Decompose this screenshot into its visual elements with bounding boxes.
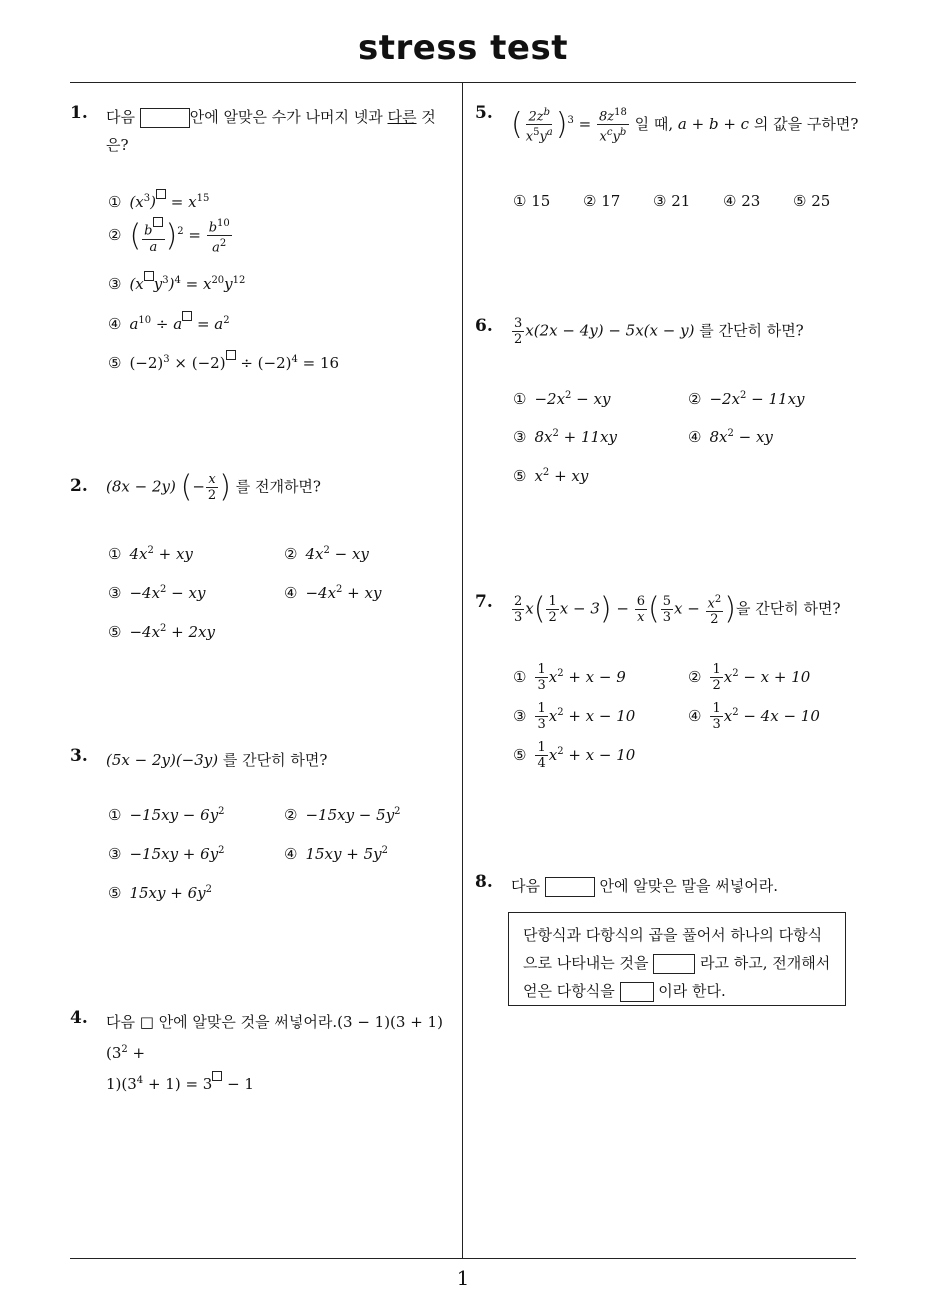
- question-number: 3.: [70, 746, 88, 766]
- option-marker: ④: [688, 428, 702, 446]
- option-2[interactable]: ② 17: [583, 192, 621, 210]
- option-3[interactable]: ③ 21: [653, 192, 691, 210]
- option-marker: ①: [108, 545, 122, 563]
- option-3[interactable]: ③ (x $y^3)^4 = x^{20}y^{12}$: [108, 271, 245, 293]
- question-text-part: 를 간단히 하면?: [699, 321, 804, 340]
- option-4[interactable]: ④ $a^{10} \div a = a^2$: [108, 311, 230, 333]
- option-1[interactable]: ① $-15xy - 6y^2$: [108, 806, 225, 824]
- question-text: $\frac{2}{3}$ x( $\frac{1}{2}$ x − 3) − $\frac{6}{x}$ ( $\frac{5}{3}$ x − $\frac{x^2}{2}$ )을 간단히 하면?: [514, 591, 841, 628]
- question-text: (8x − 2y) (− $\frac{x}{2}$ ) 를 전개하면?: [106, 469, 321, 505]
- option-1[interactable]: ① $4x^2$ + xy: [108, 545, 193, 563]
- answer-blank-box: [620, 982, 654, 1002]
- option-5[interactable]: ⑤ $(-2)^3 \times (-2) \div (-2)^4 = 16$: [108, 350, 339, 372]
- option-marker: ⑤: [108, 623, 122, 641]
- definition-text-part: 이라 한다.: [658, 982, 726, 1000]
- option-marker: ②: [284, 806, 298, 824]
- page-title: stress test: [358, 28, 568, 68]
- option-3[interactable]: ③ $8x^2 + 11xy$: [513, 428, 617, 446]
- option-2[interactable]: ② $-2x^2 - 11xy$: [688, 390, 805, 408]
- question-text-part: 다음: [106, 108, 135, 126]
- question-text-part: 은?: [106, 136, 129, 154]
- column-divider: [462, 83, 463, 1258]
- definition-text-part: 얻은 다항식을: [523, 982, 615, 1000]
- option-marker: ③: [108, 584, 122, 602]
- question-number: 7.: [475, 592, 493, 612]
- question-text: [511, 872, 778, 900]
- top-rule: [70, 82, 856, 83]
- option-2[interactable]: ② $4x^2$ − xy: [284, 545, 369, 563]
- question-text-part: 다음 □ 안에 알맞은 것을 써넣어라.: [106, 1013, 338, 1031]
- definition-line: 단항식과 다항식의 곱을 풀어서 하나의 다항식: [523, 926, 823, 944]
- option-marker: ①: [108, 806, 122, 824]
- option-5[interactable]: ⑤ $15xy + 6y^2$: [108, 884, 212, 902]
- option-5[interactable]: ⑤ $x^2$ + xy: [513, 467, 589, 485]
- option-1[interactable]: ① $(x^3) = x^{15}$: [108, 189, 209, 211]
- option-marker: ②: [688, 667, 702, 686]
- definition-text-part: 라고 하고, 전개해서: [700, 954, 831, 972]
- option-marker: ②: [108, 225, 122, 244]
- option-4[interactable]: ④ 23: [723, 192, 761, 210]
- question-text-part: 을 간단히 하면?: [735, 599, 841, 618]
- option-5[interactable]: ⑤ 25: [793, 192, 831, 210]
- question-text: $\frac{3}{2}$ x(2x − 4y) − 5x(x − y) 를 간단히 하면?: [514, 316, 804, 347]
- question-number: 8.: [475, 872, 493, 892]
- bottom-rule: [70, 1258, 856, 1259]
- option-2[interactable]: ② ( $\frac{b}{a}$ )$^2$ = $\frac{b^{10}}{a^2}$: [108, 218, 230, 256]
- question-number: 2.: [70, 476, 88, 496]
- option-3[interactable]: ③ $-4x^2$ − xy: [108, 584, 206, 602]
- definition-line: [523, 977, 831, 1005]
- definition-box: [508, 912, 846, 1006]
- option-4[interactable]: ④ $\frac{1}{3}$ $x^2 - 4x - 10$: [688, 701, 820, 732]
- answer-blank-box: [140, 108, 190, 128]
- option-marker: ⑤: [513, 467, 527, 485]
- option-marker: ①: [513, 390, 527, 408]
- question-text: [106, 103, 456, 159]
- question-number: 4.: [70, 1008, 88, 1028]
- option-4[interactable]: ④ $-4x^2$ + xy: [284, 584, 382, 602]
- option-marker: ⑤: [108, 884, 122, 902]
- option-marker: ⑤: [108, 354, 122, 372]
- option-1[interactable]: ① $\frac{1}{3}$ $x^2 + x - 9$: [513, 662, 626, 693]
- option-4[interactable]: ④ $8x^2$ − xy: [688, 428, 773, 446]
- option-marker: ②: [688, 390, 702, 408]
- answer-blank-box: [545, 877, 595, 897]
- option-1[interactable]: ① 15: [513, 192, 551, 210]
- option-marker: ②: [284, 545, 298, 563]
- option-marker: ①: [513, 667, 527, 686]
- question-text: 다음 □ 안에 알맞은 것을 써넣어라$.(3 - 1)(3 + 1)(3^2$ + $1)(3^4 + 1) = 3 - 1$: [106, 1013, 443, 1093]
- question-number: 6.: [475, 316, 493, 336]
- option-marker: ③: [513, 428, 527, 446]
- option-marker: ④: [284, 584, 298, 602]
- page-number: 1: [456, 1266, 470, 1290]
- option-marker: ⑤: [513, 745, 527, 764]
- question-text-part: 의 값을 구하면?: [753, 114, 859, 133]
- question-text-part: 일 때,: [634, 114, 674, 133]
- option-marker: ④: [688, 706, 702, 725]
- option-2[interactable]: ② $\frac{1}{2}$ $x^2 - x + 10$: [688, 662, 811, 693]
- question-text: ( $\frac{2z^b}{x^5y^a}$ )$^3$ = $\frac{8z^{18}}{x^cy^b}$ 일 때, a + b + c 의 값을 구하면?: [511, 106, 859, 145]
- question-text-part: 를 전개하면?: [235, 477, 321, 496]
- definition-line: [523, 949, 831, 977]
- question-text-part: 다음: [511, 877, 540, 895]
- question-number: 1.: [70, 103, 88, 123]
- answer-blank-box: [653, 954, 695, 974]
- question-number: 5.: [475, 103, 493, 123]
- question-text-part: 안에 알맞은 수가 나머지 넷과: [189, 108, 383, 126]
- question-text-part: 것: [421, 108, 436, 126]
- option-5[interactable]: ⑤ $\frac{1}{4}$ $x^2 + x - 10$: [513, 740, 636, 771]
- definition-text-part: 으로 나타내는 것을: [523, 954, 649, 972]
- option-marker: ③: [108, 845, 122, 863]
- option-marker: ③: [513, 706, 527, 725]
- option-5[interactable]: ⑤ $-4x^2 + 2xy$: [108, 623, 215, 641]
- question-text: (5x − 2y)(−3y) 를 간단히 하면?: [106, 751, 328, 769]
- option-3[interactable]: ③ $-15xy + 6y^2$: [108, 845, 225, 863]
- option-marker: ①: [108, 193, 122, 211]
- option-marker: ④: [108, 315, 122, 333]
- option-4[interactable]: ④ $15xy + 5y^2$: [284, 845, 388, 863]
- option-marker: ③: [108, 275, 122, 293]
- option-1[interactable]: ① $-2x^2$ − xy: [513, 390, 611, 408]
- option-2[interactable]: ② $-15xy - 5y^2$: [284, 806, 401, 824]
- option-marker: ④: [284, 845, 298, 863]
- question-text-part: 안에 알맞은 말을 써넣어라.: [599, 877, 779, 895]
- underlined-word: 다른: [387, 108, 417, 126]
- option-3[interactable]: ③ $\frac{1}{3}$ $x^2 + x - 10$: [513, 701, 636, 732]
- question-text-part: 를 간단히 하면?: [222, 751, 328, 769]
